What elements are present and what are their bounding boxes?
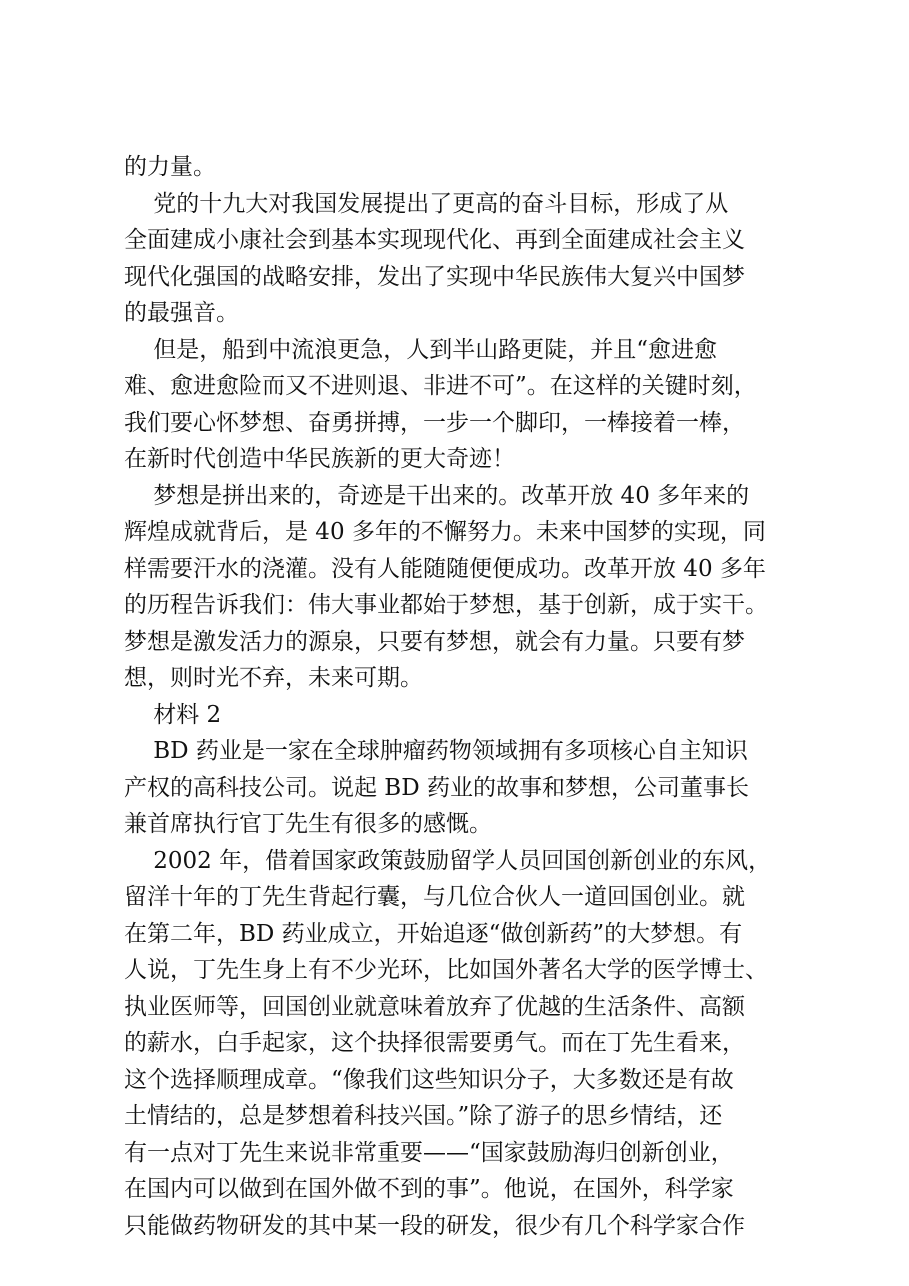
text-line: 但是，船到中流浪更急，人到半山路更陡，并且“愈进愈	[124, 336, 718, 363]
text-line: 现代化强国的战略安排，发出了实现中华民族伟大复兴中国梦	[124, 263, 745, 290]
text-line: 我们要心怀梦想、奋勇拼搏，一步一个脚印，一棒接着一棒，	[124, 409, 745, 436]
text-line: 只能做药物研发的其中某一段的研发，很少有几个科学家合作	[124, 1212, 745, 1239]
text-line: 土情结的，总是梦想着科技兴国。”除了游子的思乡情结，还	[124, 1103, 723, 1129]
text-line: 党的十九大对我国发展提出了更高的奋斗目标，形成了从	[124, 190, 729, 217]
text-line: 在新时代创造中华民族新的更大奇迹！	[124, 446, 515, 472]
text-line: 的历程告诉我们：伟大事业都始于梦想，基于创新，成于实干。	[124, 592, 768, 618]
text-line: 的最强音。	[124, 300, 239, 326]
text-line: 有一点对丁先生来说非常重要——“国家鼓励海归创新创业，	[124, 1139, 734, 1166]
text-line: 执业医师等，回国创业就意味着放弃了优越的生活条件、高额	[124, 993, 745, 1020]
text-line: 在国内可以做到在国外做不到的事”。他说，在国外，科学家	[124, 1176, 734, 1202]
text-line: 这个选择顺理成章。“像我们这些知识分子，大多数还是有故	[124, 1066, 734, 1093]
text-line: 辉煌成就背后，是 40 多年的不懈努力。未来中国梦的实现，同	[124, 519, 766, 545]
text-line: 想，则时光不弃，未来可期。	[124, 665, 423, 691]
text-line: 2002 年，借着国家政策鼓励留学人员回国创新创业的东风，	[124, 847, 772, 874]
text-line: 产权的高科技公司。说起 BD 药业的故事和梦想，公司董事长	[124, 774, 749, 801]
text-line: 在第二年，BD 药业成立，开始追逐“做创新药”的大梦想。有	[124, 920, 743, 947]
document-body	[124, 149, 804, 1244]
text-line: 梦想是拼出来的，奇迹是干出来的。改革开放 40 多年来的	[124, 482, 750, 509]
section-heading: 材料 2	[124, 701, 222, 728]
text-line: 兼首席执行官丁先生有很多的感慨。	[124, 811, 492, 837]
text-line: 的薪水，白手起家，这个抉择很需要勇气。而在丁先生看来，	[124, 1030, 745, 1056]
text-line: 难、愈进愈险而又不进则退、非进不可”。在这样的关键时刻，	[124, 373, 757, 399]
text-line: 留洋十年的丁先生背起行囊，与几位合伙人一道回国创业。就	[124, 884, 745, 910]
text-line: 梦想是激发活力的源泉，只要有梦想，就会有力量。只要有梦	[124, 628, 745, 655]
text-line: 的力量。	[124, 154, 216, 180]
text-line: 样需要汗水的浇灌。没有人能随随便便成功。改革开放 40 多年	[124, 555, 766, 582]
text-line: BD 药业是一家在全球肿瘤药物领域拥有多项核心自主知识	[124, 738, 748, 764]
text-line: 全面建成小康社会到基本实现现代化、再到全面建成社会主义	[124, 227, 745, 253]
text-line: 人说，丁先生身上有不少光环，比如国外著名大学的医学博士、	[124, 957, 768, 983]
